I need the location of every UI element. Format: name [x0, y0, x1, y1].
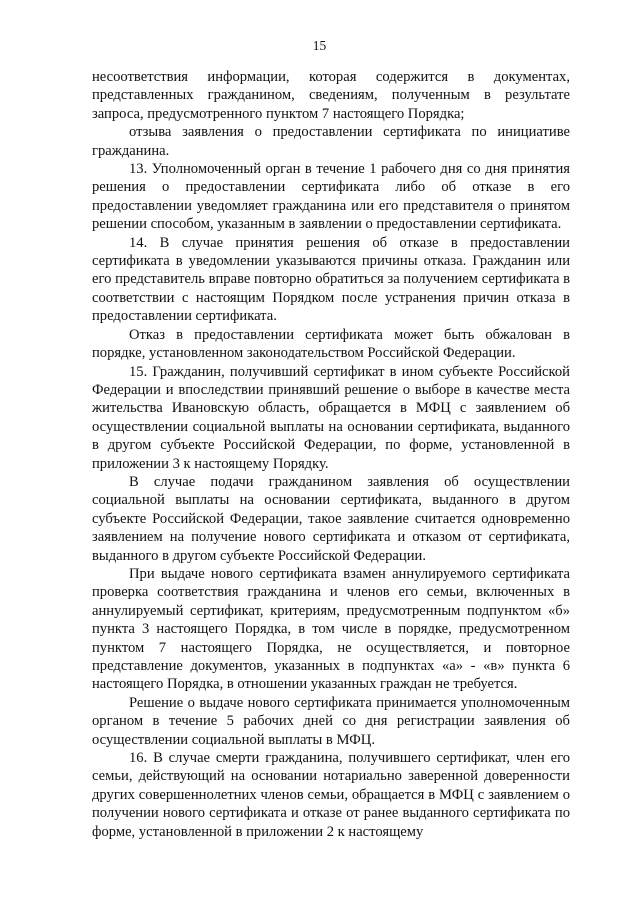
paragraph-refusal-appeal: Отказ в предоставлении сертификата может быть обжалован в порядке, установленном законодательством Российской Федерации. [92, 326, 570, 362]
paragraph-item-15: 15. Гражданин, получивший сертификат в ином субъекте Российской Федерации и впоследствии принявший решение о выборе в качестве места жительства Ивановскую область, обращается в МФЦ с заявлением об осуществлении социальной выплаты на основании сертификата, выданного в другом субъекте Российской Федерации, по форме, установленной в приложении 3 к настоящему Порядку. [92, 363, 570, 472]
paragraph-new-certificate-issue: При выдаче нового сертификата взамен аннулируемого сертификата проверка соответствия гражданина и членов его семьи, включенных в аннулируемый сертификат, критериям, предусмотренным подпунктом «б» пункта 3 настоящего Порядка, в том числе в порядке, предусмотренном пунктом 7 настоящего Порядка, не осуществляется, и повторное представление документов, указанных в подпунктах «а» - «в» пункта 6 настоящего Порядка, в отношении указанных граждан не требуется. [92, 565, 570, 693]
paragraph-2: отзыва заявления о предоставлении сертификата по инициативе гражданина. [92, 124, 570, 159]
paragraph-application-case: В случае подачи гражданином заявления об осуществлении социальной выплаты на основании сертификата, выданного в другом субъекте Российской Федерации, такое заявление считается одновременно заявлением на получение нового сертификата и отказом от сертификата, выданного в другом субъекте Российской Федерации. [92, 473, 570, 564]
document-body [92, 68, 570, 841]
paragraph-decision: Решение о выдаче нового сертификата принимается уполномоченным органом в течение 5 рабочих дней со дня регистрации заявления об осуществлении социальной выплаты в МФЦ. [92, 694, 570, 748]
paragraph-item-14: 14. В случае принятия решения об отказе в предоставлении сертификата в уведомлении указываются причины отказа. Гражданин или его представитель вправе повторно обратиться за получением сертификата в соответствии с настоящим Порядком после устранения причин отказа в предоставлении сертификата. [92, 234, 570, 325]
page-number: 15 [312, 38, 327, 53]
paragraph-item-13: 13. Уполномоченный орган в течение 1 рабочего дня со дня принятия решения о предоставлении сертификата либо об отказе в его предоставлении уведомляет гражданина или его представителя о принятом решении способом, указанным в заявлении о предоставлении сертификата. [92, 161, 570, 233]
paragraph-item-16: 16. В случае смерти гражданина, получившего сертификат, член его семьи, действующий на основании нотариально заверенной доверенности других совершеннолетних членов семьи, обращается в МФЦ с заявлением о получении нового сертификата и отказе от ранее выданного сертификата по форме, установленной в приложении 2 к настоящему [92, 750, 570, 840]
paragraph-1: несоответствия информации, которая содержится в документах, представленных гражданином, сведениям, полученным в результате запроса, предусмотренного пунктом 7 настоящего Порядка; [92, 69, 570, 122]
